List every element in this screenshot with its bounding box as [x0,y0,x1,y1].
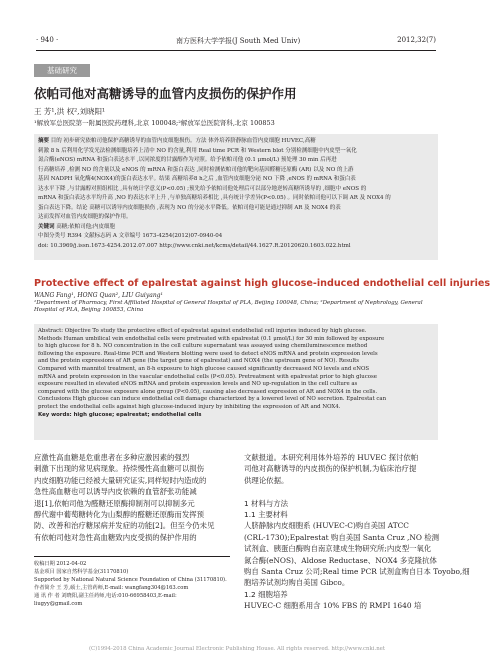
abstract-en-line: following the exposure. Real-time PCR and Western blotting were used to detect eNOS mRNA and protein expression levels [38,350,378,357]
abstract-en-line: Compared with mannitol treatment, an 8-h exposure to high glucose caused significantly decreased NO levels and eNOS [38,365,370,372]
body-line: 有依帕司他对急性高血糖致内皮受损的保护作用的 [34,532,197,542]
abstract-en-line: Methods Human umbilical vein endothelial cells were pretreated with epalrestat (0.1 μmol/L) for 30 min followed by exposure [38,335,385,342]
footnote-received: 收稿日期 2012-04-02 [34,561,87,567]
abstract-cn-line: 达而发挥对血管内皮细胞的保护作用。 [38,214,132,220]
footnote-divider [34,556,230,557]
body-line: 人脐静脉内皮细胞系 (HUVEC-C)购自美国 ATCC [244,521,409,531]
keywords-cn: 关键词 高糖;依帕司他;内皮细胞 [38,223,115,230]
subsection-heading: 1.1 主要材料 [244,510,288,520]
abstract-cn-line: 刺激 8 h 后利用化学发光法检测细胞培养上清中 NO 的含量,利用 Real time PCR 和 Western blot 分别检测细胞中内皮型一氧化 [38,147,357,154]
subsection-heading: 1.2 细胞培养 [244,589,288,599]
abstract-en-line: protect the endothelial cells against high glucose-induced injury by inhibiting the expression of AR and NOX4. [38,403,341,410]
abstract-en-line: Abstract: Objective To study the protective effect of epalrestat against endothelial cell injuries induced by high glucose. [38,328,367,334]
body-line: (CRL-1730);Epalrestat 购自美国 Santa Cruz ,NO 检测 [244,532,440,542]
abstract-en-line: mRNA and protein expression in the vascular endothelial cells (P<0.05). Pretreatment with epalrestat prior to high glucose [38,373,377,380]
authors-cn: 王 芳¹,洪 权²,刘晓阳¹ [34,107,106,116]
body-line: 刺激下出现的常见病现象。持续慢性高血糖可以损伤 [34,464,204,474]
footnote-funding: 基金项目 国家自然科学基金(31170810) [34,569,129,575]
abstract-en-line: exposure resulted in elevated eNOS mRNA and protein expression levels and NO up-regulation in the cell culture as [38,381,358,388]
abstract-cn-line: mRNA 和蛋白表达水平均升高 ,NO 的表达水平上升 ,与单独高糖培养相比 ,具有统计学差异(P<0.05) 。同时依帕司他可以下调 AR 及 NOX4 的 [38,195,391,201]
body-right-column [244,452,470,612]
affiliation-cn: ¹解放军总医院第一附属医院药理科,北京 100048;²解放军总医院肾科,北京 100853 [34,119,275,127]
body-line: HUVEC-C 细胞系用含 10% FBS 的 RMPI 1640 培 [244,601,422,611]
footnotes [34,560,230,608]
abstract-cn [38,137,436,251]
abstract-cn-line: 蛋白表达下降。结论 高糖可以诱导内皮细胞损伤 ,表现为 NO 的分泌水平降低。依帕司他可能是通过抑制 AR 及 NOX4 的表 [38,204,341,211]
body-line: 醇代谢中葡萄糖转化为山梨醇的醛糖还原酶而发挥预 [34,510,204,520]
abstract-cn-line: 摘要 目的 初步研究依帕司他保护高糖诱导的血管内皮细胞损伤。方法 体外培养脐静脉血管内皮细胞 HUVEC,高糖 [38,138,316,144]
article-title-en: Protective effect of epalrestat against high glucose-induced endothelial cell injuries [34,278,490,289]
affiliation-en: ¹Department of Pharmacy, First Affiliated Hospital of General Hospital of PLA, Beijing 100048, China; ²Department of Nephrology, General Hospital of PLA, Beijing 100853, China [34,300,423,313]
header-divider [36,50,436,51]
running-header [36,36,436,48]
abstract-en-line: compared with the glucose exposure alone group (P<0.05), causing also decreased expression of AR and NOX4 in the cells. [38,388,378,395]
keywords-en: Key words: high glucose; epalrestat; endothelial cells [38,411,202,418]
authors-en: WANG Fang¹, HONG Quan², LIU Guiyang¹ [34,292,163,299]
body-line: 应激性高血糖是危重患者在多种应激因素的强烈 [34,453,190,462]
body-line: 供理论依据。 [244,475,289,485]
copyright-footer: (C)1994-2018 China Academic Journal Electronic Publishing House. All rights reserved. http://www.cnki.net [88,646,386,652]
body-line: 急性高血糖也可以诱导内皮依赖的血管舒张功能减 [34,487,197,497]
abstract-en [38,328,436,419]
footnote-author: 作者简介 王 芳,硕士,主管药师,E-mail: wangfang304@163.com [34,585,189,591]
footnote-email: liugyy@gmail.com [34,601,83,607]
body-line: 退[1],依帕司他为醛糖还原酶抑制剂可以抑制多元 [34,498,195,508]
body-line: 胞培养试剂均购自美国 Gibco。 [244,578,350,588]
abstract-cn-line: 行高糖培养 ,检测 NO 的含量以及 eNOS 的 mRNA 和蛋白表达 ,同时检测依帕司他的靶向基因醛糖还原酶 (AR) 以及 NO 的上游 [38,166,354,173]
body-line: 司他对高糖诱导的内皮损伤的保护机制,为临床治疗提 [244,464,417,474]
abstract-en-line: to high glucose for 8 h. NO concentration in the cell culture supernatant was assayed using chemiluminescence method [38,343,368,350]
body-left-column [34,452,230,543]
footnote-correspondence: 通 讯 作 者 刘晓阳,副主任药师,电话:010-66958403,E-mail: [34,593,177,599]
abstract-cn-line: 达水平下降 ,与甘露醇对照组相比 ,具有统计学意义(P<0.05) ;预先给予依帕司他处理后可以部分地逆转高糖所诱导的 ,细胞中 eNOS 的 [38,185,367,192]
abstract-cn-line: 氮合酶(eNOS) mRNA 和蛋白表达水平 ,以同浓度的甘露醇作为对照。给予依帕司他 (0.1 μmol/L) 预处理 30 min 后再进 [38,157,337,163]
body-line [244,486,440,497]
section-heading: 1 材料与方法 [244,498,289,508]
article-title-cn: 依帕司他对高糖诱导的血管内皮损伤的保护作用 [34,86,297,101]
abstract-en-line: and the protein expressions of AR gene (the target gene of epalrestat) and NOX4 (the upstream gene of NO). Results [38,358,359,365]
abstract-cn-line: 基因 NADPH 氧化酶4(NOX4)的蛋白表达水平。结果 高糖培养8 h之后 ,血管内皮细胞分泌 NO 下降 ,eNOS 的 mRNA 和蛋白表 [38,176,356,182]
abstract-en-line: Conclusions High glucose can induce endothelial cell damage characterized by a lowered level of NO secretion. Epalrestat can [38,396,387,403]
body-line: 试剂盒、胰蛋白酶购自南京建成生物研究所;内皮型一氧化 [244,544,432,554]
body-line: 内皮细胞功能已经被大量研究证实,同样短时内造成的 [34,475,207,485]
body-line: 氮合酶(eNOS)、Aldose Reductase、NOX4 多克隆抗体 [244,555,437,565]
classification-line: 中图分类号 R394 文献标志码 A 文章编号 1673-4254(2012)07-0940-04 [38,233,223,239]
journal-name: 南方医科大学学报(J South Med Univ) [176,37,301,45]
body-line: 购自 Santa Cruz 公司;Real time PCR 试剂盒购自日本 Toyobo,细 [244,567,470,577]
page-number: · 940 · [36,36,59,44]
body-line: 文献报道。本研究利用体外培养的 HUVEC 探讨依帕 [244,453,419,462]
body-line: 防、改善和治疗糖尿病并发症的功能[2]。但至今仍未见 [34,521,215,531]
issue-info: 2012,32(7) [397,36,436,44]
footnote-funding-en: Supported by National Natural Science Foundation of China (31170810). [34,577,227,583]
doi-line: doi: 10.3969/j.issn.1673-4254.2012.07.007 http://www.cnki.net/kcms/detail/44.1627.R.20120620.1603.022.html [38,242,351,249]
section-tag: 基础研究 [34,64,90,77]
